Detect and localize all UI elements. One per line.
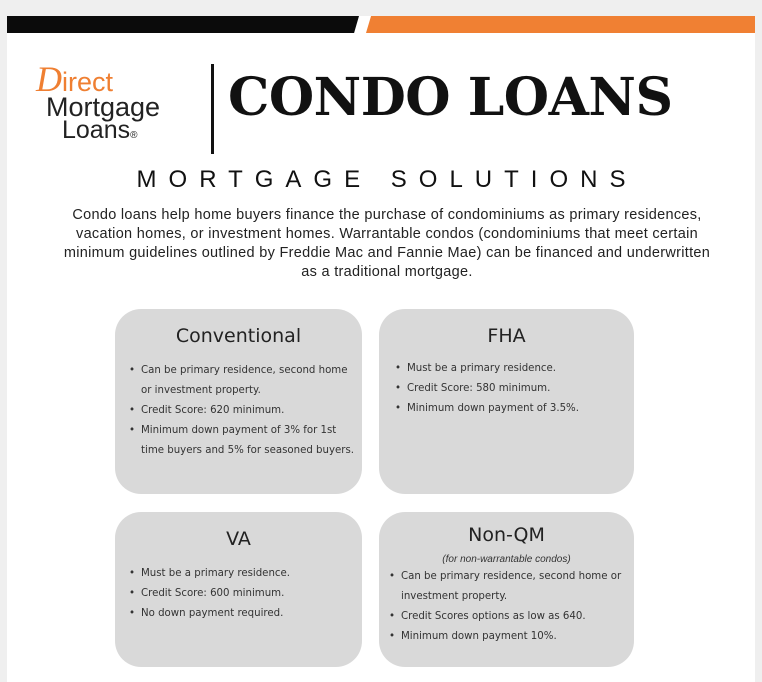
list-item: • Minimum down payment of 3% for 1st time buyers and 5% for seasoned buyers. <box>129 421 359 461</box>
card-fha <box>379 309 634 494</box>
logo-line-mortgage: Mortgage <box>46 92 161 122</box>
bullet-list <box>395 359 625 419</box>
list-item: • Credit Scores options as low as 640. <box>389 607 634 627</box>
list-item: • Minimum down payment 10%. <box>389 627 634 647</box>
header-bar-orange <box>366 16 755 33</box>
header-bar-black <box>7 16 359 33</box>
card-non-qm <box>379 512 634 667</box>
card-title: VA <box>226 528 251 550</box>
bullet-list <box>389 567 634 647</box>
list-item: • Credit Score: 600 minimum. <box>129 584 359 604</box>
company-logo <box>36 59 206 154</box>
list-item: • No down payment required. <box>129 604 359 624</box>
page-subtitle: MORTGAGE SOLUTIONS <box>136 166 638 193</box>
card-title: Non-QM <box>468 524 545 546</box>
bullet-list <box>129 361 359 461</box>
list-item: • Must be a primary residence. <box>129 564 359 584</box>
list-item: • Credit Score: 580 minimum. <box>395 379 625 399</box>
logo-divider <box>211 64 214 154</box>
card-title: FHA <box>487 325 526 347</box>
bullet-list <box>129 564 359 624</box>
list-item: • Can be primary residence, second home or investment property. <box>389 567 634 607</box>
page-title: CONDO LOANS <box>228 67 673 128</box>
card-title: Conventional <box>175 325 302 347</box>
list-item: • Can be primary residence, second home or investment property. <box>129 361 359 401</box>
card-conventional <box>115 309 362 494</box>
logo-line-loans: Loans® <box>62 116 138 144</box>
intro-paragraph: Condo loans help home buyers finance the purchase of condominiums as primary residences, vacation homes, or investment homes. Warrantable condos (condominiums that meet certain minimum guidelines outlined by Freddie Mac and Fannie Mae) can be financed and underwritten as a traditional mortgage. <box>63 207 711 280</box>
card-va <box>115 512 362 667</box>
card-note: (for non-warrantable condos) <box>442 554 571 565</box>
list-item: • Credit Score: 620 minimum. <box>129 401 359 421</box>
list-item: • Must be a primary residence. <box>395 359 625 379</box>
logo-line-direct: Direct <box>36 59 114 99</box>
list-item: • Minimum down payment of 3.5%. <box>395 399 625 419</box>
